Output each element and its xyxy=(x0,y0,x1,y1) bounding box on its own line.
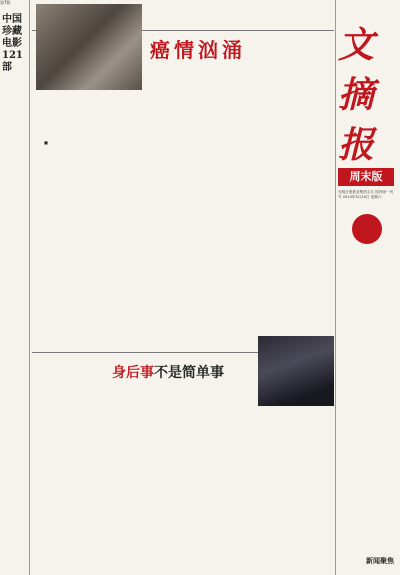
lower-col-1 xyxy=(36,392,104,570)
secondary-headline xyxy=(112,362,224,382)
mid-intro xyxy=(110,340,252,354)
main-headline: 癌情汹涌 xyxy=(150,38,246,62)
middle-photo xyxy=(258,336,334,406)
intro-text xyxy=(150,3,334,27)
col-3-text xyxy=(182,62,252,348)
col-1-subhead: ■ xyxy=(44,140,48,145)
strip-title xyxy=(2,14,28,74)
bottom-logo: 新闻聚焦 xyxy=(366,556,394,565)
strip-title-line: 部 xyxy=(2,62,12,73)
lower-col-4 xyxy=(262,412,332,570)
strip-body-text xyxy=(1,82,27,572)
publication-info: 光明日报报业集团主办 国内统一刊号 2014年5月10日 星期六 xyxy=(338,190,394,199)
strip-title-line: 珍藏 xyxy=(2,26,22,37)
masthead-logo: 文摘报 xyxy=(338,24,375,166)
edition-badge: 周末版 xyxy=(338,168,394,186)
secondary-headline-black: 不是简单事 xyxy=(154,365,224,381)
right-divider xyxy=(335,0,336,575)
col-2-text xyxy=(110,62,176,348)
col-1-text xyxy=(36,94,104,348)
lower-col-2 xyxy=(110,392,180,570)
strip-title-line: 电影 xyxy=(2,38,22,49)
col-4-text xyxy=(258,62,332,348)
promo-seal xyxy=(352,214,382,244)
strip-top-label: 第7版 xyxy=(0,0,11,5)
strip-title-line: 中国 xyxy=(2,14,22,25)
strip-title-line: 121 xyxy=(2,50,23,61)
lower-col-3 xyxy=(186,392,256,570)
right-column-text xyxy=(338,270,398,546)
strip-divider xyxy=(29,0,30,575)
secondary-headline-red: 身后事 xyxy=(112,365,154,381)
